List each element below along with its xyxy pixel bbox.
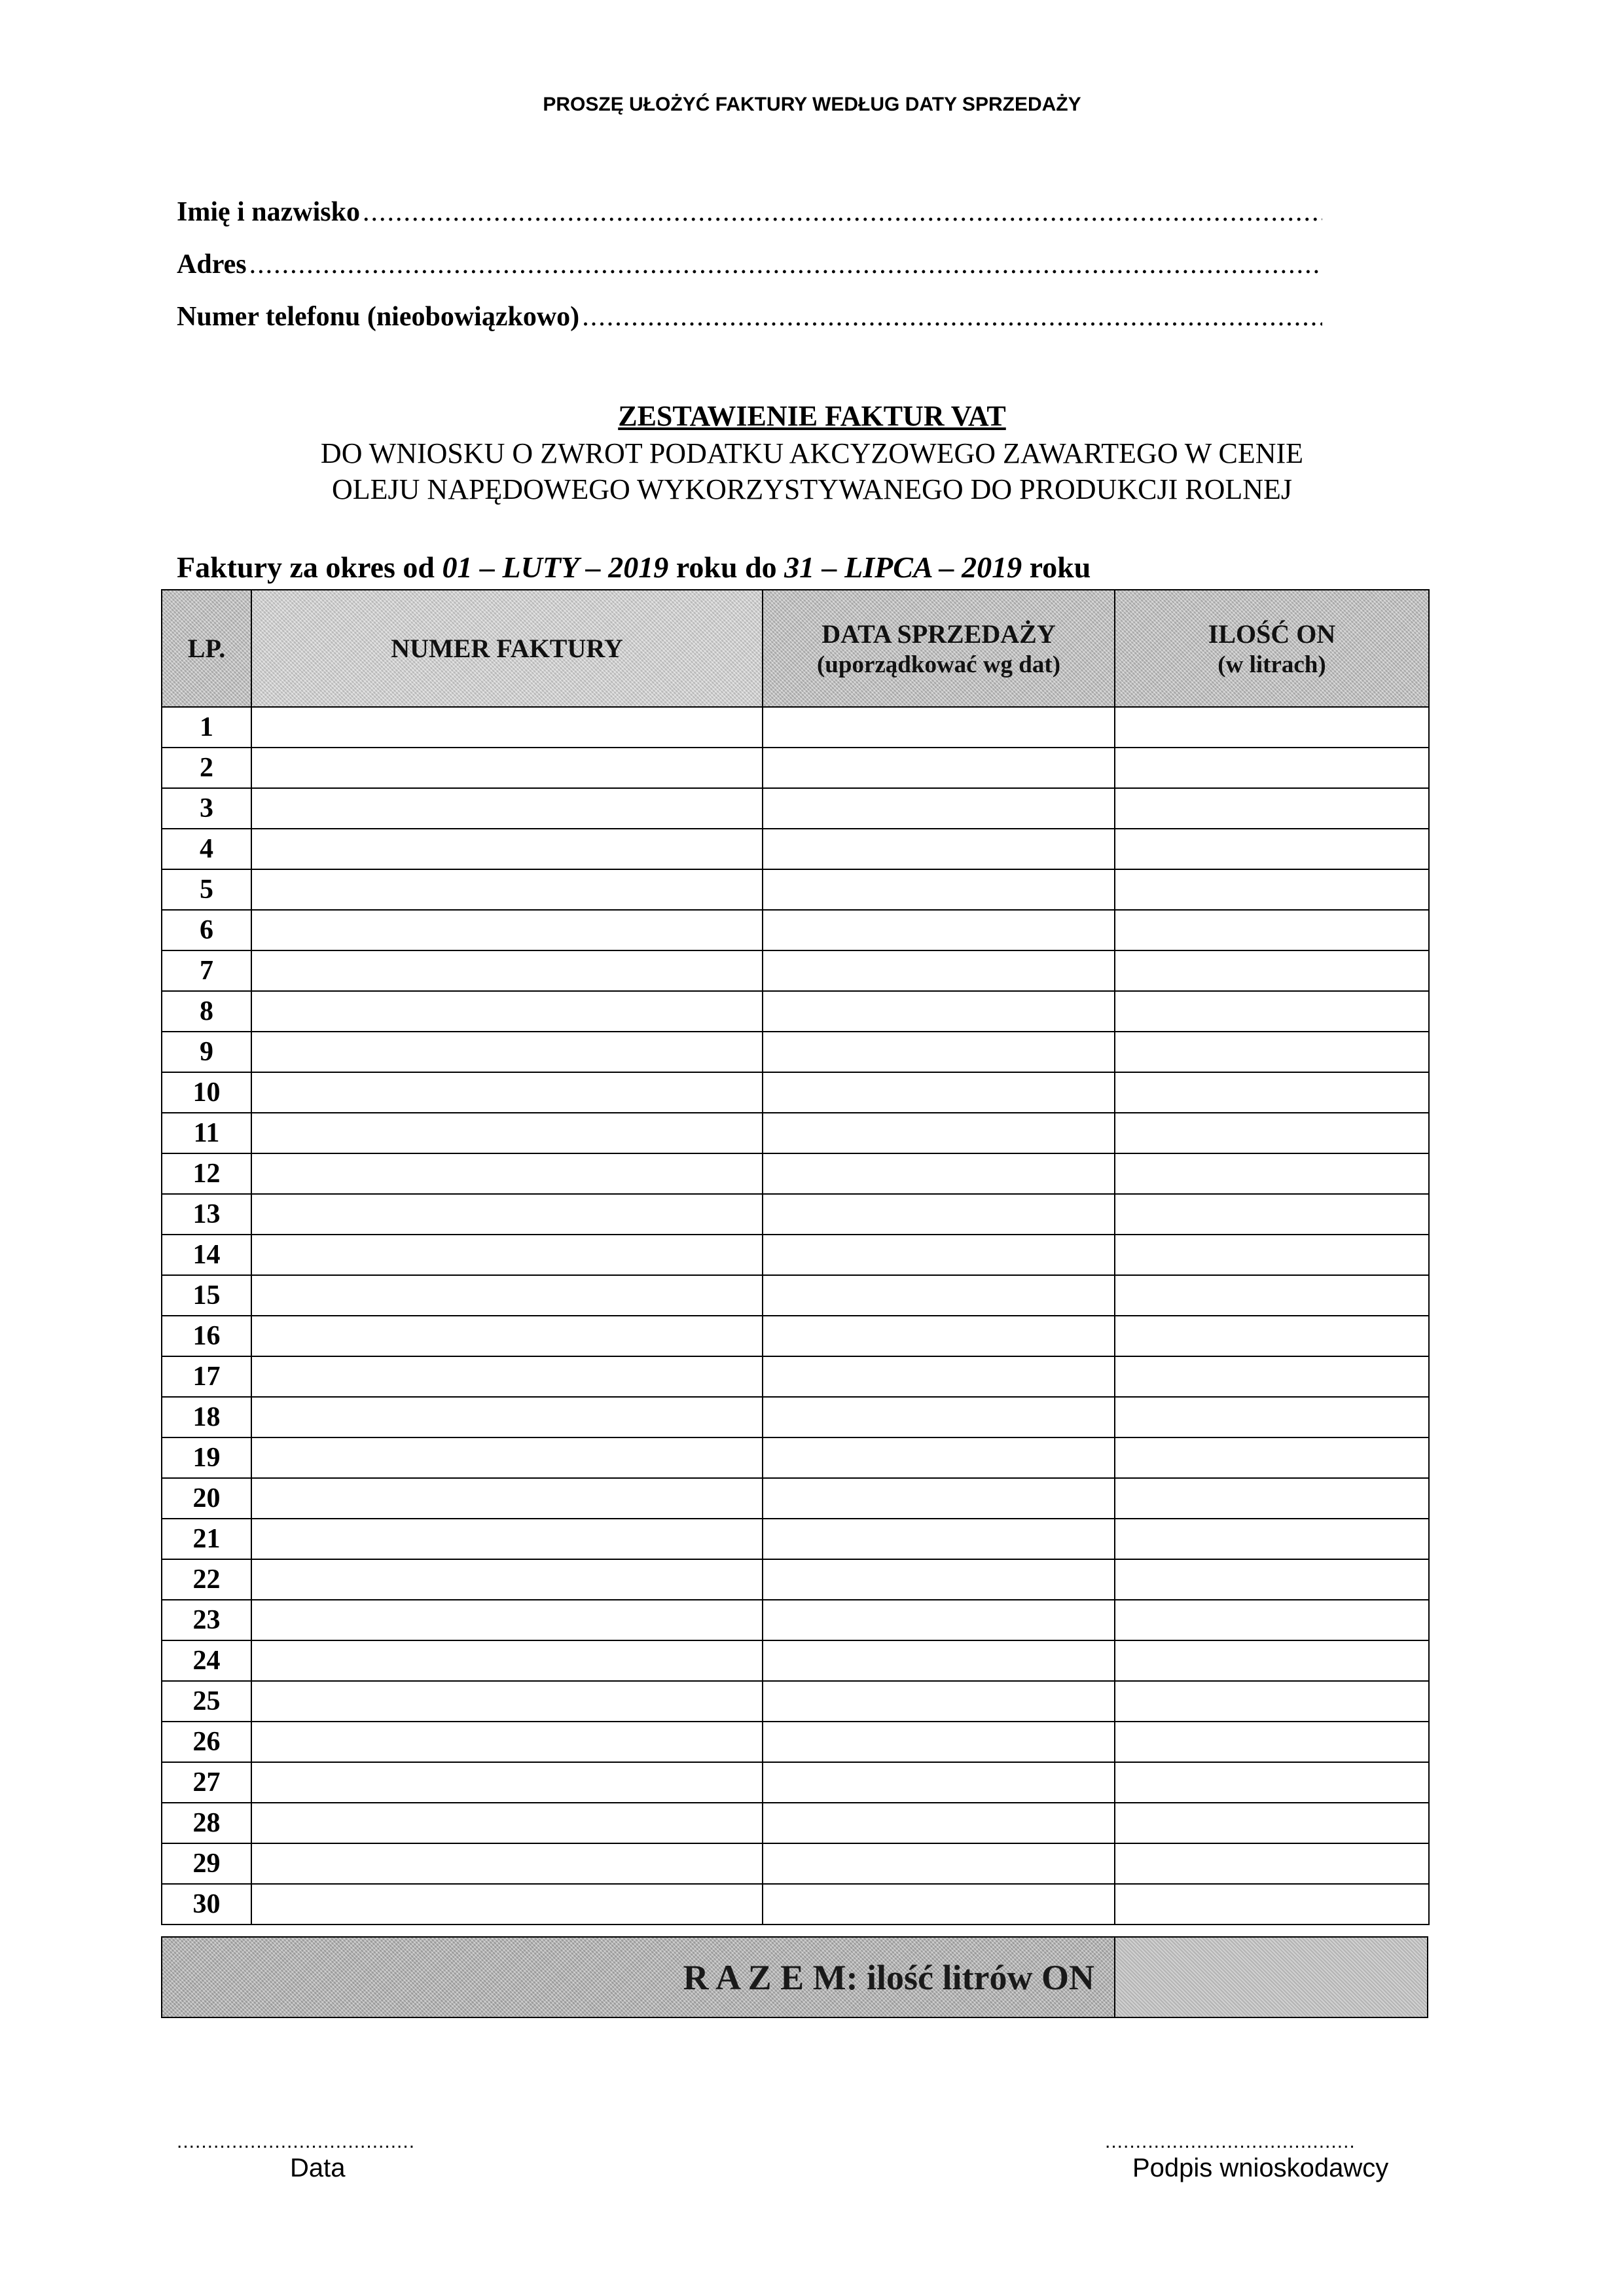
quantity-cell[interactable] — [1115, 1032, 1429, 1072]
lp-cell: 5 — [162, 869, 251, 910]
phone-label: Numer telefonu (nieobowiązkowo) — [177, 302, 580, 332]
period-middle: roku do — [676, 551, 777, 584]
header-note: PROSZĘ UŁOŻYĆ FAKTURY WEDŁUG DATY SPRZEDAŻY — [543, 94, 1081, 115]
quantity-cell[interactable] — [1115, 1640, 1429, 1681]
invoice-number-cell[interactable] — [251, 1397, 763, 1437]
total-label: R A Z E M: ilość litrów ON — [683, 1957, 1094, 1997]
header-quantity-label: ILOŚĆ ON — [1208, 619, 1336, 649]
sale-date-cell[interactable] — [763, 1803, 1115, 1843]
lp-cell: 1 — [162, 707, 251, 748]
table-row — [162, 950, 1429, 991]
invoice-number-cell[interactable] — [251, 1519, 763, 1559]
invoice-number-cell[interactable] — [251, 1275, 763, 1316]
quantity-cell[interactable] — [1115, 1559, 1429, 1600]
invoice-number-cell[interactable] — [251, 1843, 763, 1884]
sale-date-cell[interactable] — [763, 869, 1115, 910]
invoice-number-cell[interactable] — [251, 1884, 763, 1925]
quantity-cell[interactable] — [1115, 1235, 1429, 1275]
address-label: Adres — [177, 249, 247, 280]
header-quantity-note: (w litrach) — [1218, 651, 1326, 678]
sale-date-cell[interactable] — [763, 1275, 1115, 1316]
quantity-cell[interactable] — [1115, 1884, 1429, 1925]
lp-cell: 11 — [162, 1113, 251, 1153]
sale-date-cell[interactable] — [763, 1356, 1115, 1397]
lp-cell: 20 — [162, 1478, 251, 1519]
sale-date-cell[interactable] — [763, 829, 1115, 869]
invoice-number-cell[interactable] — [251, 1072, 763, 1113]
quantity-cell[interactable] — [1115, 950, 1429, 991]
table-row — [162, 1356, 1429, 1397]
invoice-number-cell[interactable] — [251, 869, 763, 910]
total-row — [161, 1936, 1428, 2018]
sale-date-cell[interactable] — [763, 950, 1115, 991]
sale-date-cell[interactable] — [763, 1640, 1115, 1681]
period-start: 01 – LUTY – 2019 — [442, 551, 669, 584]
header-sale-date — [763, 590, 1115, 707]
table-row — [162, 1803, 1429, 1843]
lp-cell: 24 — [162, 1640, 251, 1681]
table-row — [162, 1032, 1429, 1072]
invoice-number-cell[interactable] — [251, 991, 763, 1032]
lp-cell: 25 — [162, 1681, 251, 1722]
invoice-number-cell[interactable] — [251, 748, 763, 788]
address-dotted-line — [249, 249, 1322, 280]
table-row — [162, 991, 1429, 1032]
table-row — [162, 1397, 1429, 1437]
total-label-cell — [162, 1938, 1115, 2017]
sale-date-cell[interactable] — [763, 1072, 1115, 1113]
address-field[interactable] — [177, 249, 1322, 281]
table-row — [162, 1153, 1429, 1194]
table-row — [162, 1884, 1429, 1925]
lp-cell: 18 — [162, 1397, 251, 1437]
quantity-cell[interactable] — [1115, 1356, 1429, 1397]
header-sale-date-label: DATA SPRZEDAŻY — [821, 619, 1056, 649]
lp-cell: 15 — [162, 1275, 251, 1316]
sale-date-cell[interactable] — [763, 1194, 1115, 1235]
table-header-row — [162, 590, 1429, 707]
lp-cell: 13 — [162, 1194, 251, 1235]
table-row — [162, 1722, 1429, 1762]
lp-cell: 4 — [162, 829, 251, 869]
sale-date-cell[interactable] — [763, 1478, 1115, 1519]
sale-date-cell[interactable] — [763, 1437, 1115, 1478]
table-row — [162, 788, 1429, 829]
sale-date-cell[interactable] — [763, 1235, 1115, 1275]
quantity-cell[interactable] — [1115, 1681, 1429, 1722]
invoice-number-cell[interactable] — [251, 1194, 763, 1235]
invoice-number-cell[interactable] — [251, 1437, 763, 1478]
lp-cell: 3 — [162, 788, 251, 829]
lp-cell: 28 — [162, 1803, 251, 1843]
sale-date-cell[interactable] — [763, 910, 1115, 950]
table-row — [162, 1316, 1429, 1356]
header-lp-label: LP. — [187, 634, 226, 663]
quantity-cell[interactable] — [1115, 1722, 1429, 1762]
lp-cell: 30 — [162, 1884, 251, 1925]
quantity-cell[interactable] — [1115, 829, 1429, 869]
quantity-cell[interactable] — [1115, 1275, 1429, 1316]
invoice-number-cell[interactable] — [251, 1559, 763, 1600]
invoice-number-cell[interactable] — [251, 1762, 763, 1803]
period-suffix: roku — [1029, 551, 1091, 584]
sale-date-cell[interactable] — [763, 707, 1115, 748]
sale-date-cell[interactable] — [763, 1681, 1115, 1722]
lp-cell: 6 — [162, 910, 251, 950]
quantity-cell[interactable] — [1115, 1437, 1429, 1478]
document-subtitle-line-2: OLEJU NAPĘDOWEGO WYKORZYSTYWANEGO DO PRODUKCJI ROLNEJ — [331, 473, 1293, 505]
sale-date-cell[interactable] — [763, 1316, 1115, 1356]
invoice-number-cell[interactable] — [251, 1153, 763, 1194]
table-row — [162, 1478, 1429, 1519]
invoice-number-cell[interactable] — [251, 829, 763, 869]
lp-cell: 17 — [162, 1356, 251, 1397]
lp-cell: 9 — [162, 1032, 251, 1072]
sale-date-cell[interactable] — [763, 788, 1115, 829]
table-row — [162, 1275, 1429, 1316]
document-title: ZESTAWIENIE FAKTUR VAT — [618, 400, 1006, 432]
quantity-cell[interactable] — [1115, 1803, 1429, 1843]
quantity-cell[interactable] — [1115, 748, 1429, 788]
lp-cell: 23 — [162, 1600, 251, 1640]
lp-cell: 14 — [162, 1235, 251, 1275]
sale-date-cell[interactable] — [763, 1153, 1115, 1194]
sale-date-cell[interactable] — [763, 1722, 1115, 1762]
invoice-number-cell[interactable] — [251, 1032, 763, 1072]
quantity-cell[interactable] — [1115, 1194, 1429, 1235]
sale-date-cell[interactable] — [763, 1600, 1115, 1640]
lp-cell: 7 — [162, 950, 251, 991]
table-row — [162, 1113, 1429, 1153]
lp-cell: 8 — [162, 991, 251, 1032]
quantity-cell[interactable] — [1115, 1762, 1429, 1803]
document-subtitle-line-1: DO WNIOSKU O ZWROT PODATKU AKCYZOWEGO ZAWARTEGO W CENIE — [320, 437, 1304, 469]
header-quantity — [1115, 590, 1429, 707]
table-row — [162, 1843, 1429, 1884]
quantity-cell[interactable] — [1115, 1843, 1429, 1884]
header-invoice-number — [251, 590, 763, 707]
name-dotted-line — [363, 196, 1322, 228]
invoice-number-cell[interactable] — [251, 707, 763, 748]
quantity-cell[interactable] — [1115, 707, 1429, 748]
lp-cell: 26 — [162, 1722, 251, 1762]
quantity-cell[interactable] — [1115, 1072, 1429, 1113]
table-row — [162, 910, 1429, 950]
lp-cell: 21 — [162, 1519, 251, 1559]
invoice-number-cell[interactable] — [251, 1356, 763, 1397]
sale-date-cell[interactable] — [763, 1397, 1115, 1437]
sale-date-cell[interactable] — [763, 1884, 1115, 1925]
invoice-number-cell[interactable] — [251, 1235, 763, 1275]
invoice-number-cell[interactable] — [251, 1478, 763, 1519]
table-row — [162, 748, 1429, 788]
sale-date-cell[interactable] — [763, 1843, 1115, 1884]
quantity-cell[interactable] — [1115, 1316, 1429, 1356]
quantity-cell[interactable] — [1115, 869, 1429, 910]
quantity-cell[interactable] — [1115, 910, 1429, 950]
sale-date-cell[interactable] — [763, 1762, 1115, 1803]
sale-date-cell[interactable] — [763, 1559, 1115, 1600]
table-row — [162, 1640, 1429, 1681]
date-signature-line[interactable]: ....................................... — [177, 2131, 416, 2152]
total-value-cell[interactable] — [1115, 1938, 1427, 2017]
sale-date-cell[interactable] — [763, 1113, 1115, 1153]
header-invoice-number-label: NUMER FAKTURY — [391, 634, 623, 663]
lp-cell: 19 — [162, 1437, 251, 1478]
lp-cell: 27 — [162, 1762, 251, 1803]
invoice-number-cell[interactable] — [251, 1316, 763, 1356]
invoice-number-cell[interactable] — [251, 1640, 763, 1681]
table-row — [162, 707, 1429, 748]
invoice-number-cell[interactable] — [251, 910, 763, 950]
sale-date-cell[interactable] — [763, 1032, 1115, 1072]
name-label: Imię i nazwisko — [177, 197, 361, 227]
phone-dotted-line — [582, 301, 1322, 333]
invoice-number-cell[interactable] — [251, 1600, 763, 1640]
table-row — [162, 1072, 1429, 1113]
table-row — [162, 1235, 1429, 1275]
quantity-cell[interactable] — [1115, 788, 1429, 829]
sale-date-cell[interactable] — [763, 991, 1115, 1032]
quantity-cell[interactable] — [1115, 1600, 1429, 1640]
sale-date-cell[interactable] — [763, 1519, 1115, 1559]
table-row — [162, 1600, 1429, 1640]
table-row — [162, 829, 1429, 869]
signature-label: Podpis wnioskodawcy — [1132, 2154, 1389, 2182]
table-row — [162, 1519, 1429, 1559]
table-row — [162, 869, 1429, 910]
invoice-number-cell[interactable] — [251, 1681, 763, 1722]
table-row — [162, 1681, 1429, 1722]
invoice-number-cell[interactable] — [251, 950, 763, 991]
lp-cell: 12 — [162, 1153, 251, 1194]
invoice-number-cell[interactable] — [251, 1722, 763, 1762]
quantity-cell[interactable] — [1115, 1397, 1429, 1437]
table-body — [162, 707, 1429, 1925]
name-field[interactable] — [177, 196, 1322, 229]
date-label: Data — [290, 2154, 346, 2182]
applicant-signature-line[interactable]: ......................................... — [1105, 2131, 1356, 2152]
period-line — [177, 550, 1091, 585]
table-row — [162, 1559, 1429, 1600]
sale-date-cell[interactable] — [763, 748, 1115, 788]
phone-field[interactable] — [177, 301, 1322, 334]
quantity-cell[interactable] — [1115, 1519, 1429, 1559]
quantity-cell[interactable] — [1115, 1478, 1429, 1519]
invoice-number-cell[interactable] — [251, 788, 763, 829]
lp-cell: 16 — [162, 1316, 251, 1356]
invoice-number-cell[interactable] — [251, 1803, 763, 1843]
table-row — [162, 1762, 1429, 1803]
table-row — [162, 1437, 1429, 1478]
header-sale-date-note: (uporządkować wg dat) — [816, 651, 1061, 678]
invoice-table — [161, 589, 1430, 1925]
lp-cell: 22 — [162, 1559, 251, 1600]
invoice-number-cell[interactable] — [251, 1113, 763, 1153]
lp-cell: 29 — [162, 1843, 251, 1884]
header-lp — [162, 590, 251, 707]
lp-cell: 2 — [162, 748, 251, 788]
quantity-cell[interactable] — [1115, 1153, 1429, 1194]
period-end: 31 – LIPCA – 2019 — [784, 551, 1022, 584]
quantity-cell[interactable] — [1115, 1113, 1429, 1153]
lp-cell: 10 — [162, 1072, 251, 1113]
quantity-cell[interactable] — [1115, 991, 1429, 1032]
table-row — [162, 1194, 1429, 1235]
period-prefix: Faktury za okres od — [177, 551, 435, 584]
